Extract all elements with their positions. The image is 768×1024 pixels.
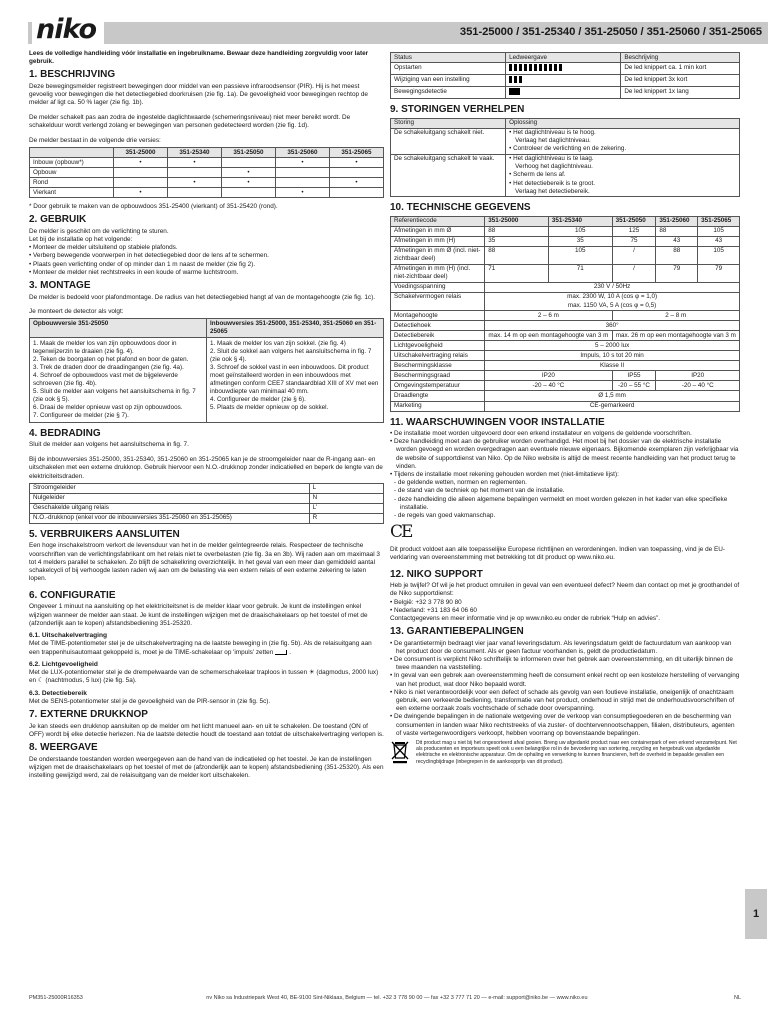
subsection-title: 6.1. Uitschakelvertraging — [29, 631, 108, 639]
table-row — [30, 337, 384, 422]
list-item: • De installatie moet worden uitgevoerd door een erkend installateur en volgens de geldende voorschriften. — [390, 430, 692, 438]
recycling-notice — [390, 740, 740, 765]
table-row — [391, 128, 740, 154]
table-row — [30, 188, 384, 198]
table-cell: Afmetingen in mm (H) (incl. niet-zichtbaar deel) — [391, 264, 485, 282]
solution-line: • Het daglichtniveau is te laag. — [509, 155, 594, 163]
table-header: 351-25000 — [114, 148, 168, 158]
table-header: 351-25050 — [221, 148, 275, 158]
list-item: • De consument is verplicht Niko schriftelijk te informeren over het gebrek aan overeenstemming, en dit uiterlijk binnen de twee maanden na vaststelling. — [390, 656, 733, 672]
impulse-icon — [275, 650, 287, 655]
list-item: • De garantietermijn bedraagt vier jaar vanaf leveringsdatum. Als leveringsdatum geldt de factuurdatum van aankoop van het product door de consument. Als er geen factuur voorhanden is, geldt de productiedatum. — [390, 639, 732, 655]
table-cell: 105 — [548, 246, 612, 264]
paragraph: De onderstaande toestanden worden weergegeven aan de hand van de indicatieled op het toestel. Je kan de instellingen wijzigen met de draaischakelaars op het toestel of met de (afzonderlijk aan te kopen) afstandsbediening (351-25320). Als een instelling gewijzigd werd, zal de relaisuitgang van de melder kort uitschakelen. — [29, 755, 384, 779]
table-cell: Bewegingsdetectie — [391, 87, 506, 99]
table-cell — [506, 154, 740, 196]
solution-line: Verhoog het daglichtniveau. — [515, 163, 593, 171]
table-cell: • — [329, 158, 383, 168]
page-number-tab: 1 — [745, 889, 767, 939]
wiring-table — [29, 483, 384, 524]
section-title: 6. CONFIGURATIE — [29, 589, 116, 601]
table-cell — [329, 168, 383, 178]
table-cell: Afmetingen in mm Ø — [391, 226, 485, 236]
paragraph-text: Met de TIME-potentiometer stel je de uitschakelvertraging na de laatste beweging in (zie fig. 5b). Als de relaisuitgang aan een trappenhuisautomaat gekoppeld is, moet je de TIME-schakelaar op 'impuls' zetten — [29, 640, 372, 656]
table-cell: Detectiebereik — [391, 331, 485, 341]
table-cell — [114, 168, 168, 178]
paragraph: Dit product voldoet aan alle toepasselijke Europese richtlijnen en verordeningen. Indien van toepassing, vind je de EU-verklaring van overeenstemming met betrekking tot dit product op www.niko.eu. — [390, 545, 726, 562]
table-cell: • — [329, 178, 383, 188]
table-header: Beschrijving — [621, 53, 740, 63]
table-row — [391, 264, 740, 282]
table-cell: • — [168, 158, 222, 168]
table-cell: Lichtgevoeligheid — [391, 341, 485, 351]
paragraph: Let bij de installatie op het volgende: — [29, 236, 133, 244]
table-row — [391, 226, 740, 236]
table-cell: max. 14 m op een montagehoogte van 3 m — [485, 331, 612, 341]
table-cell: 2 – 8 m — [612, 311, 739, 321]
table-cell: 88 — [656, 226, 698, 236]
section-title: 10. TECHNISCHE GEGEVENS — [390, 202, 531, 214]
table-cell: • — [168, 178, 222, 188]
table-cell: Schakelvermogen relais — [391, 292, 485, 310]
list-item: - de regels van goed vakmanschap. — [394, 511, 496, 519]
table-cell: 35 — [485, 236, 549, 246]
mounting-steps-surface — [33, 340, 203, 420]
table-row — [391, 87, 740, 99]
table-cell: • — [221, 168, 275, 178]
table-cell: CE-gemarkeerd — [485, 401, 740, 411]
table-cell: Marketing — [391, 401, 485, 411]
table-cell: Opbouw — [30, 168, 114, 178]
table-row — [391, 331, 740, 341]
relay-value: max. 2300 W, 10 A (cos φ = 1,0) — [567, 293, 658, 301]
list-item: 3. Trek de draden door de draadingangen (zie fig. 4a). — [33, 363, 184, 371]
table-cell: Nulgeleider — [30, 493, 310, 503]
table-cell: • — [275, 158, 329, 168]
warnings-sublist — [390, 479, 740, 520]
table-cell: Geschakelde uitgang relais — [30, 503, 310, 513]
list-item: 5. Plaats de melder opnieuw op de sokkel. — [210, 403, 329, 411]
table-header: 351-25340 — [548, 216, 612, 226]
section-title: 9. STORINGEN VERHELPEN — [390, 104, 525, 116]
list-item: 2. Teken de boorgaten op het plafond en boor de gaten. — [33, 355, 189, 363]
solution-line: Verlaag het daglichtniveau. — [515, 137, 591, 145]
section-title: 11. WAARSCHUWINGEN VOOR INSTALLATIE — [390, 416, 605, 428]
paragraph: De melder bestaat in de volgende drie versies: — [29, 136, 161, 144]
table-cell: 71 — [548, 264, 612, 282]
table-row — [391, 341, 740, 351]
table-cell — [168, 188, 222, 198]
table-cell: Rond — [30, 178, 114, 188]
table-header: 351-25065 — [698, 216, 740, 226]
section-title: 8. WEERGAVE — [29, 742, 98, 754]
document-code: PM351-25000R16353 — [29, 995, 83, 1001]
list-item: 1. Maak de melder los van zijn opbouwdoos door in tegenwijzerzin te draaien (zie fig. 4). — [33, 339, 177, 355]
language-code: NL — [733, 995, 741, 1001]
table-row — [391, 401, 740, 411]
table-cell: / — [612, 264, 656, 282]
solution-line: • Het detectiebereik is te groot. — [509, 179, 596, 187]
list-item: • Deze handleiding moet aan de gebruiker worden overhandigd. Het moet bij het dossier van de elektrische installatie worden gevoegd en worden overgedragen aan eventuele nieuwe eigenaars. Bijkomende exemplaren zijn verkrijgbaar via de website of supportdienst van Niko. Op de Niko website is altijd de meest recente handleiding van het product terug te vinden. — [390, 438, 739, 470]
paragraph: De melder is bedoeld voor plafondmontage. De radius van het detectiegebied hangt af van de montagehoogte (zie fig. 1c). — [29, 293, 376, 301]
section-title: 5. VERBRUIKERS AANSLUITEN — [29, 528, 180, 540]
solution-line: Verlaag het detectiebereik. — [515, 187, 590, 195]
table-header — [30, 148, 114, 158]
table-cell: Afmetingen in mm Ø (incl. niet-zichtbaar deel) — [391, 246, 485, 264]
table-cell: IP20 — [485, 371, 612, 381]
paragraph: Je monteert de detector als volgt: — [29, 308, 124, 316]
table-row — [30, 178, 384, 188]
table-row — [391, 236, 740, 246]
table-header: Storing — [391, 118, 506, 128]
table-cell — [221, 188, 275, 198]
page-footer — [29, 995, 741, 1002]
table-cell: IP20 — [656, 371, 740, 381]
product-codes: 351-25000 / 351-25340 / 351-25050 / 351-25060 / 351-25065 — [459, 26, 762, 38]
paragraph: Een hoge inschakelstroom verkort de levensduur van het in de melder geïntegreerde relais. Respecteer de technische voorschriften van de verlichtingsfabrikant om het relais niet te overbelasten (zie fig. 3a en 3b). Wij raden aan om maximaal 3 tot 4 melders parallel te schakelen. Zo blijft de schakelkring overzichtelijk. In het geval van een meer dan gemiddeld aantal schakelcycli of bij verhoogde lasten raden wij aan om de belasting via een extern relais of een externe zekering te laten lopen. — [29, 542, 380, 583]
paragraph: Bij de inbouwversies 351-25000, 351-25340, 351-25060 en 351-25065 kan je de stroomgeleider naar de R-ingang aan- en uitschakelen met een externe drukknop. Gebruik hiervoor een N.O.-drukknop zonder indicatielled en beperk de lengte van de elektriciteitsdraden. — [29, 456, 383, 480]
recycling-text: Dit product mag u niet bij het ongesorteerd afval gooien. Breng uw afgedankt product naar een containerpark of een erkend verzamelpunt. Net als producenten en importeurs speelt ook u een belangrijke rol in de bevordering van sortering, recycling en hergebruik van afgedankte elektrische en elektronische apparatuur. Om de ophaling en verwerking te kunnen financieren, heft de overheid in bepaalde gevallen een recyclingbijdrage (inbegrepen in de aankoopprijs van dit product). — [416, 739, 737, 765]
table-header: 351-25340 — [168, 148, 222, 158]
table-cell — [275, 178, 329, 188]
table-cell: Beschermingsgraad — [391, 371, 485, 381]
section-title: 2. GEBRUIK — [29, 214, 87, 226]
table-cell: 43 — [698, 236, 740, 246]
table-cell: Ø 1,5 mm — [485, 391, 740, 401]
subsection-title: 6.2. Lichtgevoeligheid — [29, 660, 98, 668]
versions-table — [29, 147, 384, 198]
list-item: - de stand van de techniek op het moment van de installatie. — [394, 487, 565, 495]
table-row — [391, 292, 740, 310]
table-cell: De led knippert 1x lang — [621, 87, 740, 99]
list-item: • België: +32 3 778 90 80 — [390, 598, 462, 606]
table-row — [30, 493, 384, 503]
table-cell: 105 — [698, 226, 740, 236]
table-cell: • — [221, 178, 275, 188]
footnote: * Door gebruik te maken van de opbouwdoos 351-25400 (vierkant) of 351-25420 (rond). — [29, 203, 278, 211]
table-cell: Opstarten — [391, 63, 506, 75]
paragraph: Heb je twijfel? Of wil je het product omruilen in geval van een eventueel defect? Neem dan contact op met je groothandel of de Niko supportdienst: — [390, 582, 740, 598]
table-cell: 105 — [698, 246, 740, 264]
table-cell: 360° — [485, 321, 740, 331]
mounting-table — [29, 318, 384, 423]
table-row — [391, 381, 740, 391]
table-cell: Impuls, 10 s tot 20 min — [485, 351, 740, 361]
relay-value: max. 1150 VA, 5 A (cos φ = 0,5) — [567, 301, 657, 309]
list-item: 4. Configureer de melder (zie § 6). — [210, 395, 306, 403]
ce-mark-icon: CE — [390, 522, 412, 543]
table-row — [391, 361, 740, 371]
support-list — [390, 599, 740, 615]
list-item: • Plaats geen verlichting onder of op minder dan 1 m naast de melder (zie fig 2). — [29, 260, 256, 268]
table-cell: 105 — [548, 226, 612, 236]
table-cell: -20 – 40 °C — [485, 381, 612, 391]
list-item: • Monteer de melder niet rechtstreeks in een koude of warme luchtstroom. — [29, 268, 239, 276]
table-cell: De led knippert 3x kort — [621, 75, 740, 87]
table-cell: Inbouw (opbouw*) — [30, 158, 114, 168]
list-item: 6. Draai de melder opnieuw vast op zijn opbouwdoos. — [33, 403, 183, 411]
table-cell: De led knippert ca. 1 min kort — [621, 63, 740, 75]
paragraph: Deze bewegingsmelder registreert bewegingen door middel van een passieve infraroodsensor (PIR). Hij is het meest gevoelig voor bewegingen die het detectiegebied doorkruisen (zie fig. 1a). De gevoeligheid voor bewegingen rechtop de melder af ligt ca. 50 % lager (zie fig. 1b). — [29, 82, 368, 107]
led-status-table — [390, 52, 740, 99]
list-item: • Verberg bewegende voorwerpen in het detectiegebied door de lens af te schermen. — [29, 252, 269, 260]
table-header: Ledweergave — [506, 53, 621, 63]
solution-line: • Scherm de lens af. — [509, 171, 566, 179]
list-item: 1. Maak de melder los van zijn sokkel. (zie fig. 4) — [210, 339, 346, 347]
warranty-list — [390, 640, 740, 738]
table-row — [391, 371, 740, 381]
list-item: - de geldende wetten, normen en reglementen. — [394, 479, 527, 487]
table-header: 351-25065 — [329, 148, 383, 158]
solution-line: • Het daglichtniveau is te hoog. — [509, 129, 596, 137]
table-cell — [329, 188, 383, 198]
table-cell: N — [309, 493, 383, 503]
section-title: 13. GARANTIEBEPALINGEN — [390, 626, 524, 638]
table-cell — [207, 337, 384, 422]
table-row — [391, 63, 740, 75]
section-title: 4. BEDRADING — [29, 427, 101, 439]
table-cell: 5 – 2000 lux — [485, 341, 740, 351]
table-cell: N.O.-drukknop (enkel voor de inbouwversies 351-25060 en 351-25065) — [30, 513, 310, 523]
table-header: 351-25050 — [612, 216, 656, 226]
table-cell: 2 – 6 m — [485, 311, 612, 321]
technical-data-table — [390, 216, 740, 412]
table-row — [30, 168, 384, 178]
niko-logo: niko — [32, 14, 104, 45]
table-cell: Montagehoogte — [391, 311, 485, 321]
paragraph: De melder is geschikt om de verlichting te sturen. — [29, 227, 169, 235]
table-row — [30, 483, 384, 493]
table-row — [391, 321, 740, 331]
paragraph: Je kan steeds een drukknop aansluiten op de melder om het licht manueel aan- en uit te schakelen. De toestand (ON of OFF) wordt bij elke detectie herlezen. Na de laatste detectie houdt de toestand aan totdat de uitschakelvertraging verlopen is. — [29, 722, 384, 738]
table-cell: 230 V / 50Hz — [485, 282, 740, 292]
table-row — [391, 75, 740, 87]
table-cell — [275, 168, 329, 178]
table-cell: Stroomgeleider — [30, 483, 310, 493]
table-cell: De schakeluitgang schakelt te vaak. — [391, 154, 506, 196]
table-header: Status — [391, 53, 506, 63]
table-cell — [168, 168, 222, 178]
list-item: • Monteer de melder uitsluitend op stabiele plafonds. — [29, 244, 178, 252]
section-title: 1. BESCHRIJVING — [29, 69, 116, 81]
solution-line: • Controleer de verlichting en de zekering. — [509, 145, 627, 153]
table-header: 351-25060 — [656, 216, 698, 226]
table-row — [30, 158, 384, 168]
section-title: 12. NIKO SUPPORT — [390, 568, 483, 580]
table-row — [391, 282, 740, 292]
table-cell: Klasse II — [485, 361, 740, 371]
table-cell: -20 – 55 °C — [612, 381, 656, 391]
table-cell: Uitschakelvertraging relais — [391, 351, 485, 361]
table-cell: Omgevingstemperatuur — [391, 381, 485, 391]
table-header: Opbouwversie 351-25050 — [30, 319, 207, 337]
list-item: • Niko is niet verantwoordelijk voor een defect of schade als gevolg van een foutieve installatie, oneigenlijk of onachtzaam gebruik, een verkeerde bediening, transformatie van het product, onderhoud in strijd met de onderhoudsvoorschriften of een externe oorzaak zoals vochtschade of schade door overspanning. — [390, 688, 735, 713]
table-cell — [221, 158, 275, 168]
table-header: 351-25060 — [275, 148, 329, 158]
table-cell: 43 — [656, 236, 698, 246]
list-item: 4. Schroef de opbouwdoos vast met de bijgeleverde schroeven (zie fig. 4b). — [33, 371, 178, 387]
table-cell: Detectiehoek — [391, 321, 485, 331]
table-header: Oplossing — [506, 118, 740, 128]
table-cell: 75 — [612, 236, 656, 246]
table-row — [391, 154, 740, 196]
list-item: 7. Configureer de melder (zie § 7). — [33, 411, 129, 419]
table-cell: • — [114, 158, 168, 168]
table-cell: • — [114, 188, 168, 198]
table-cell: 35 — [548, 236, 612, 246]
table-row — [391, 391, 740, 401]
table-cell: 79 — [656, 264, 698, 282]
table-cell: IP55 — [612, 371, 656, 381]
table-cell — [485, 292, 740, 310]
table-cell: max. 26 m op een montagehoogte van 3 m — [612, 331, 739, 341]
section-title: 7. EXTERNE DRUKKNOP — [29, 709, 148, 721]
paragraph: Sluit de melder aan volgens het aansluitschema in fig. 7. — [29, 441, 189, 449]
troubleshooting-table — [390, 118, 740, 197]
table-header: Referentiecode — [391, 216, 485, 226]
led-pattern-change — [506, 75, 621, 87]
paragraph: Met de LUX-potentiometer stel je de drempelwaarde van de schemerschakelaar traploos in tussen ☀ (dagmodus, 2000 lux) en ☾ (nachtmodus, 5 lux) (zie fig. 5a). — [29, 669, 379, 685]
paragraph: Ongeveer 1 minuut na aansluiting op het elektriciteitsnet is de melder klaar voor gebruik. Je kunt de instellingen enkel wijzigen wanneer de melder aan staat. Je kunt de instellingen wijzigen met de draaischakelaars op het toestel of met de (afzonderlijk aan te kopen) afstandsbediening 351-25320. — [29, 603, 368, 627]
table-cell — [506, 128, 740, 154]
table-cell: • — [275, 188, 329, 198]
table-cell: -20 – 40 °C — [656, 381, 740, 391]
table-cell: Wijziging van een instelling — [391, 75, 506, 87]
table-header: 351-25000 — [485, 216, 549, 226]
table-cell: L' — [309, 503, 383, 513]
list-item: • Tijdens de installatie moet rekening gehouden worden met (niet-limitatieve lijst): — [390, 470, 619, 478]
list-item: • De dwingende bepalingen in de nationale wetgeving over de verkoop van consumptiegoederen en de bescherming van consumenten in landen waar Niko rechtstreeks of via zuster- of dochtervennootschappen, filialen, distributeurs, agenten of vaste vertegenwoordigers verkoopt, hebben voorrang op bovenstaande bepalingen. — [390, 713, 735, 737]
table-cell: Draadlengte — [391, 391, 485, 401]
usage-list — [29, 244, 384, 277]
table-cell: L — [309, 483, 383, 493]
table-cell: / — [612, 246, 656, 264]
table-row — [391, 351, 740, 361]
paragraph: Met de TIME-potentiometer stel je de uitschakelvertraging na de laatste beweging in (zie fig. 5b). Als de relaisuitgang aan een trappenhuisautomaat gekoppeld is, moet je de TIME-schakelaar op 'impuls' zetten . — [29, 640, 372, 656]
table-cell — [114, 178, 168, 188]
table-row — [30, 503, 384, 513]
table-cell — [30, 337, 207, 422]
list-item: 5. Sluit de melder aan volgens het aansluitschema in fig. 7 (zie ook § 5). — [33, 387, 196, 403]
intro-lead: Lees de volledige handleiding vóór installatie en ingebruikname. Bewaar deze handleiding zorgvuldig voor later gebruik. — [29, 50, 369, 66]
section-title: 3. MONTAGE — [29, 280, 91, 292]
list-item: - deze handleiding die alleen algemene bepalingen vermeldt en moet worden gelezen in het kader van elke specifieke installatie. — [394, 495, 728, 511]
table-row — [30, 513, 384, 523]
table-cell: 88 — [656, 246, 698, 264]
company-address: nv Niko sa Industriepark West 40, BE-9100 Sint-Niklaas, Belgium — tel. +32 3 778 90 00 — fax +32 3 777 71 20 — e-mail: support@niko.be — www.niko.eu — [206, 995, 588, 1001]
list-item: 3. Schroef de sokkel vast in een inbouwdoos. Dit product moet geïnstalleerd worden in een inbouwdoos met afmetingen conform CEE7 standaardblad XIII of XV met een inbouwdiepte van minimaal 40 mm. — [210, 363, 379, 395]
paragraph: Met de SENS-potentiometer stel je de gevoeligheid van de PIR-sensor in (zie fig. 5c). — [29, 697, 271, 705]
table-cell: 88 — [485, 226, 549, 236]
table-cell: 79 — [698, 264, 740, 282]
table-header: Inbouwversies 351-25000, 351-25340, 351-25060 en 351-25065 — [207, 319, 384, 337]
table-cell: R — [309, 513, 383, 523]
table-cell: Vierkant — [30, 188, 114, 198]
table-cell: 88 — [485, 246, 549, 264]
left-column — [29, 50, 384, 787]
led-pattern-detection — [506, 87, 621, 99]
paragraph: Contactgegevens en meer informatie vind je op www.niko.eu onder de rubriek “Hulp en advies”. — [390, 614, 660, 622]
table-cell: 71 — [485, 264, 549, 282]
table-cell: Beschermingsklasse — [391, 361, 485, 371]
led-pattern-startup — [506, 63, 621, 75]
crossed-bin-icon — [390, 740, 410, 764]
list-item: • Nederland: +31 183 64 06 60 — [390, 606, 477, 614]
mounting-steps-flush — [210, 340, 380, 412]
table-cell: 125 — [612, 226, 656, 236]
warnings-list — [390, 430, 740, 479]
table-row — [391, 311, 740, 321]
right-column — [390, 50, 740, 765]
table-cell: Afmetingen in mm (H) — [391, 236, 485, 246]
table-cell: Voedingsspanning — [391, 282, 485, 292]
table-cell: De schakeluitgang schakelt niet. — [391, 128, 506, 154]
paragraph: De melder schakelt pas aan zodra de ingestelde daglichtwaarde (schemeringsniveau) niet meer bereikt wordt. De schakelduur wordt verlengd zolang er bewegingen van personen gedetecteerd worden (zie fig. 1d). — [29, 113, 351, 130]
list-item: 2. Sluit de sokkel aan volgens het aansluitschema in fig. 7 (zie ook § 4). — [210, 347, 372, 363]
subsection-title: 6.3. Detectiebereik — [29, 689, 87, 697]
table-row — [391, 246, 740, 264]
list-item: • In geval van een gebrek aan overeenstemming heeft de consument enkel recht op een kosteloze herstelling of vervanging van het product, wat door Niko bepaald wordt. — [390, 672, 740, 688]
